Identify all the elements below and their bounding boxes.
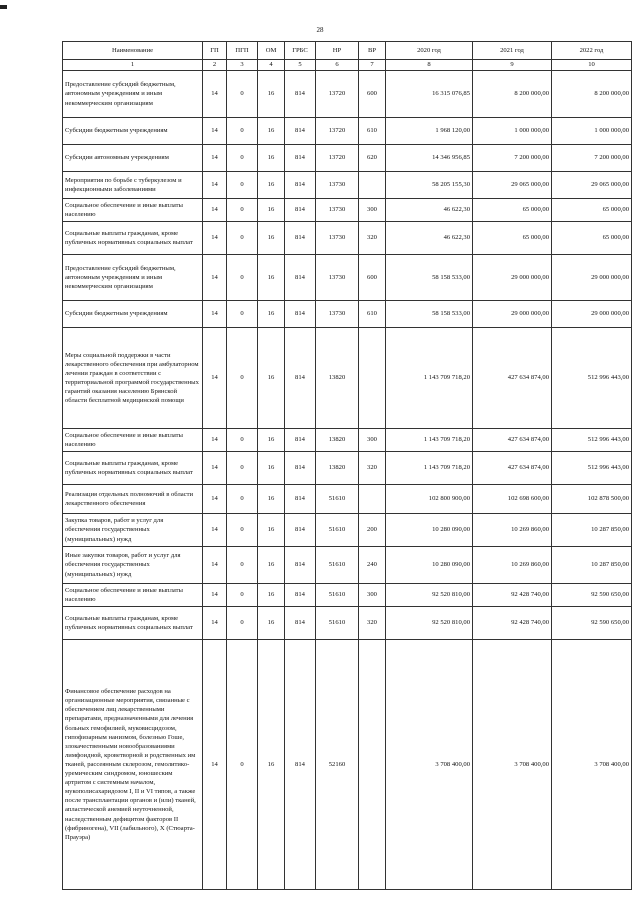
grbs-cell: 814	[285, 514, 316, 547]
amount-2021: 92 428 740,00	[473, 607, 552, 640]
amount-2022: 29 065 000,00	[552, 172, 632, 199]
gp-cell: 14	[203, 584, 227, 607]
amount-2022: 512 996 443,00	[552, 328, 632, 429]
pgp-cell: 0	[227, 584, 258, 607]
vr-cell: 300	[359, 429, 386, 452]
amount-2021: 29 000 000,00	[473, 255, 552, 301]
nr-cell: 51610	[316, 514, 359, 547]
amount-2022: 65 000,00	[552, 199, 632, 222]
amount-2021: 65 000,00	[473, 222, 552, 255]
grbs-cell: 814	[285, 607, 316, 640]
column-number: 4	[258, 60, 285, 71]
gp-cell: 14	[203, 301, 227, 328]
row-name: Социальные выплаты гражданам, кроме публичных нормативных социальных выплат	[63, 607, 203, 640]
vr-cell	[359, 172, 386, 199]
om-cell: 16	[258, 255, 285, 301]
pgp-cell: 0	[227, 145, 258, 172]
amount-2020: 1 143 709 718,20	[386, 328, 473, 429]
gp-cell: 14	[203, 199, 227, 222]
nr-cell: 13730	[316, 255, 359, 301]
om-cell: 16	[258, 301, 285, 328]
table-row	[63, 118, 632, 145]
amount-2020: 1 143 709 718,20	[386, 429, 473, 452]
row-name: Социальное обеспечение и иные выплаты населению	[63, 429, 203, 452]
column-number: 2	[203, 60, 227, 71]
column-number: 5	[285, 60, 316, 71]
om-cell: 16	[258, 328, 285, 429]
amount-2022: 512 996 443,00	[552, 429, 632, 452]
amount-2022: 1 000 000,00	[552, 118, 632, 145]
row-name: Социальное обеспечение и иные выплаты населению	[63, 199, 203, 222]
amount-2021: 29 000 000,00	[473, 301, 552, 328]
nr-cell: 51610	[316, 584, 359, 607]
nr-cell: 13820	[316, 452, 359, 485]
row-name: Мероприятия по борьбе с туберкулезом и инфекционными заболеваниями	[63, 172, 203, 199]
nr-cell: 51610	[316, 607, 359, 640]
amount-2021: 102 698 600,00	[473, 485, 552, 514]
grbs-cell: 814	[285, 222, 316, 255]
amount-2022: 29 000 000,00	[552, 255, 632, 301]
table-row	[63, 547, 632, 584]
row-name: Закупка товаров, работ и услуг для обеспечения государственных (муниципальных) нужд	[63, 514, 203, 547]
header-cell: ПГП	[227, 42, 258, 60]
gp-cell: 14	[203, 71, 227, 118]
amount-2020: 58 205 155,30	[386, 172, 473, 199]
vr-cell: 610	[359, 118, 386, 145]
om-cell: 16	[258, 514, 285, 547]
vr-cell: 320	[359, 452, 386, 485]
amount-2021: 427 634 874,00	[473, 328, 552, 429]
corner-mark	[0, 5, 7, 9]
grbs-cell: 814	[285, 547, 316, 584]
vr-cell: 200	[359, 514, 386, 547]
amount-2020: 10 280 090,00	[386, 514, 473, 547]
nr-cell: 13820	[316, 328, 359, 429]
amount-2021: 29 065 000,00	[473, 172, 552, 199]
amount-2020: 10 280 090,00	[386, 547, 473, 584]
header-cell: 2021 год	[473, 42, 552, 60]
amount-2021: 10 269 860,00	[473, 514, 552, 547]
amount-2021: 8 200 000,00	[473, 71, 552, 118]
vr-cell	[359, 640, 386, 890]
header-cell: ОМ	[258, 42, 285, 60]
grbs-cell: 814	[285, 145, 316, 172]
vr-cell: 600	[359, 255, 386, 301]
amount-2020: 102 800 900,00	[386, 485, 473, 514]
header-cell: ГРБС	[285, 42, 316, 60]
gp-cell: 14	[203, 547, 227, 584]
pgp-cell: 0	[227, 199, 258, 222]
om-cell: 16	[258, 607, 285, 640]
column-number: 8	[386, 60, 473, 71]
om-cell: 16	[258, 429, 285, 452]
om-cell: 16	[258, 199, 285, 222]
pgp-cell: 0	[227, 222, 258, 255]
om-cell: 16	[258, 222, 285, 255]
vr-cell	[359, 328, 386, 429]
page-number: 28	[316, 26, 324, 34]
amount-2022: 7 200 000,00	[552, 145, 632, 172]
nr-cell: 13730	[316, 199, 359, 222]
row-name: Социальное обеспечение и иные выплаты населению	[63, 584, 203, 607]
vr-cell: 600	[359, 71, 386, 118]
pgp-cell: 0	[227, 118, 258, 145]
gp-cell: 14	[203, 118, 227, 145]
table-row	[63, 172, 632, 199]
pgp-cell: 0	[227, 514, 258, 547]
row-name: Предоставление субсидий бюджетным, автономным учреждениям и иным некоммерческим организациям	[63, 255, 203, 301]
om-cell: 16	[258, 118, 285, 145]
amount-2021: 427 634 874,00	[473, 429, 552, 452]
amount-2022: 102 878 500,00	[552, 485, 632, 514]
pgp-cell: 0	[227, 485, 258, 514]
amount-2020: 92 520 810,00	[386, 584, 473, 607]
table-row	[63, 255, 632, 301]
gp-cell: 14	[203, 452, 227, 485]
nr-cell: 51610	[316, 547, 359, 584]
gp-cell: 14	[203, 145, 227, 172]
header-cell: ГП	[203, 42, 227, 60]
grbs-cell: 814	[285, 172, 316, 199]
table-row	[63, 607, 632, 640]
gp-cell: 14	[203, 172, 227, 199]
row-name: Субсидии автономным учреждениям	[63, 145, 203, 172]
grbs-cell: 814	[285, 452, 316, 485]
amount-2021: 3 708 400,00	[473, 640, 552, 890]
grbs-cell: 814	[285, 429, 316, 452]
amount-2021: 92 428 740,00	[473, 584, 552, 607]
row-name: Социальные выплаты гражданам, кроме публичных нормативных социальных выплат	[63, 452, 203, 485]
grbs-cell: 814	[285, 328, 316, 429]
amount-2020: 14 346 956,85	[386, 145, 473, 172]
amount-2021: 1 000 000,00	[473, 118, 552, 145]
pgp-cell: 0	[227, 301, 258, 328]
table-row	[63, 222, 632, 255]
gp-cell: 14	[203, 607, 227, 640]
grbs-cell: 814	[285, 255, 316, 301]
row-name: Субсидии бюджетным учреждениям	[63, 118, 203, 145]
om-cell: 16	[258, 640, 285, 890]
table-row	[63, 199, 632, 222]
gp-cell: 14	[203, 222, 227, 255]
row-name: Предоставление субсидий бюджетным, автономным учреждениям и иным некоммерческим организациям	[63, 71, 203, 118]
om-cell: 16	[258, 485, 285, 514]
amount-2021: 427 634 874,00	[473, 452, 552, 485]
nr-cell: 13720	[316, 71, 359, 118]
column-number: 7	[359, 60, 386, 71]
header-row	[63, 42, 632, 60]
amount-2022: 92 590 650,00	[552, 607, 632, 640]
amount-2020: 1 968 120,00	[386, 118, 473, 145]
grbs-cell: 814	[285, 71, 316, 118]
om-cell: 16	[258, 584, 285, 607]
amount-2022: 10 287 850,00	[552, 547, 632, 584]
row-name: Социальные выплаты гражданам, кроме публичных нормативных социальных выплат	[63, 222, 203, 255]
amount-2020: 58 158 533,00	[386, 255, 473, 301]
pgp-cell: 0	[227, 255, 258, 301]
row-name: Субсидии бюджетным учреждениям	[63, 301, 203, 328]
table-row	[63, 514, 632, 547]
table-row	[63, 452, 632, 485]
amount-2020: 1 143 709 718,20	[386, 452, 473, 485]
table-row	[63, 301, 632, 328]
table-row	[63, 429, 632, 452]
vr-cell: 300	[359, 584, 386, 607]
table-row	[63, 71, 632, 118]
amount-2021: 65 000,00	[473, 199, 552, 222]
header-cell: НР	[316, 42, 359, 60]
column-number: 9	[473, 60, 552, 71]
pgp-cell: 0	[227, 607, 258, 640]
pgp-cell: 0	[227, 172, 258, 199]
amount-2022: 8 200 000,00	[552, 71, 632, 118]
amount-2022: 92 590 650,00	[552, 584, 632, 607]
grbs-cell: 814	[285, 640, 316, 890]
grbs-cell: 814	[285, 584, 316, 607]
nr-cell: 13820	[316, 429, 359, 452]
nr-cell: 13720	[316, 118, 359, 145]
budget-table	[62, 41, 632, 890]
row-name: Иные закупки товаров, работ и услуг для обеспечения государственных (муниципальных) нужд	[63, 547, 203, 584]
amount-2020: 16 315 076,85	[386, 71, 473, 118]
pgp-cell: 0	[227, 328, 258, 429]
table-row	[63, 485, 632, 514]
amount-2021: 7 200 000,00	[473, 145, 552, 172]
row-name: Финансовое обеспечение расходов на организационные мероприятия, связанные с обеспечением лиц лекарственными препаратами, предназначенными для лечения больных гемофилией, муковисцидозом, гипофизарным нанизмом, болезнью Гоше, злокачественными новообразованиями лимфоидной, кроветворной и родственных им тканей, рассеянным склерозом, гемолитико-уремическим синдромом, юношеским артритом с системным началом, мукополисахаридозом I, II и VI типов, а также после трансплантации органов и (или) тканей, апластической анемией неуточненной, наследственным дефицитом факторов II (фибриногена), VII (лабильного), X (Стюарта-Прауэра)	[63, 640, 203, 890]
pgp-cell: 0	[227, 547, 258, 584]
amount-2020: 92 520 810,00	[386, 607, 473, 640]
amount-2020: 58 158 533,00	[386, 301, 473, 328]
grbs-cell: 814	[285, 199, 316, 222]
vr-cell: 610	[359, 301, 386, 328]
nr-cell: 13730	[316, 222, 359, 255]
gp-cell: 14	[203, 514, 227, 547]
amount-2022: 29 000 000,00	[552, 301, 632, 328]
gp-cell: 14	[203, 640, 227, 890]
column-number: 6	[316, 60, 359, 71]
vr-cell: 300	[359, 199, 386, 222]
grbs-cell: 814	[285, 118, 316, 145]
grbs-cell: 814	[285, 301, 316, 328]
amount-2021: 10 269 860,00	[473, 547, 552, 584]
grbs-cell: 814	[285, 485, 316, 514]
nr-cell: 52160	[316, 640, 359, 890]
table-row	[63, 640, 632, 890]
amount-2020: 46 622,30	[386, 222, 473, 255]
vr-cell: 240	[359, 547, 386, 584]
om-cell: 16	[258, 71, 285, 118]
om-cell: 16	[258, 172, 285, 199]
nr-cell: 51610	[316, 485, 359, 514]
table-row	[63, 328, 632, 429]
amount-2022: 65 000,00	[552, 222, 632, 255]
vr-cell: 320	[359, 222, 386, 255]
amount-2020: 3 708 400,00	[386, 640, 473, 890]
pgp-cell: 0	[227, 640, 258, 890]
row-name: Реализация отдельных полномочий в области лекарственного обеспечения	[63, 485, 203, 514]
row-name: Меры социальной поддержки в части лекарственного обеспечения при амбулаторном лечении граждан в соответствии с территориальной программой государственных гарантий оказания населению Брянской области бесплатной медицинской помощи	[63, 328, 203, 429]
om-cell: 16	[258, 145, 285, 172]
gp-cell: 14	[203, 328, 227, 429]
gp-cell: 14	[203, 429, 227, 452]
table-row	[63, 584, 632, 607]
header-cell: 2022 год	[552, 42, 632, 60]
header-cell: 2020 год	[386, 42, 473, 60]
nr-cell: 13720	[316, 145, 359, 172]
column-number: 1	[63, 60, 203, 71]
amount-2022: 3 708 400,00	[552, 640, 632, 890]
vr-cell	[359, 485, 386, 514]
nr-cell: 13730	[316, 301, 359, 328]
table-row	[63, 145, 632, 172]
om-cell: 16	[258, 547, 285, 584]
vr-cell: 320	[359, 607, 386, 640]
amount-2022: 512 996 443,00	[552, 452, 632, 485]
om-cell: 16	[258, 452, 285, 485]
column-number-row	[63, 60, 632, 71]
amount-2022: 10 287 850,00	[552, 514, 632, 547]
gp-cell: 14	[203, 485, 227, 514]
vr-cell: 620	[359, 145, 386, 172]
nr-cell: 13730	[316, 172, 359, 199]
gp-cell: 14	[203, 255, 227, 301]
amount-2020: 46 622,30	[386, 199, 473, 222]
header-cell: ВР	[359, 42, 386, 60]
pgp-cell: 0	[227, 429, 258, 452]
pgp-cell: 0	[227, 452, 258, 485]
column-number: 3	[227, 60, 258, 71]
column-number: 10	[552, 60, 632, 71]
header-cell: Наименование	[63, 42, 203, 60]
pgp-cell: 0	[227, 71, 258, 118]
